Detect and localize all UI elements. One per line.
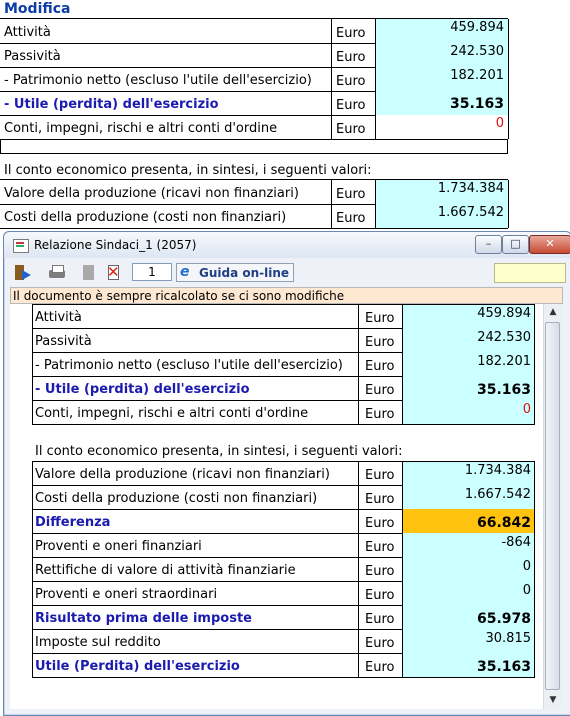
app-icon (13, 239, 29, 253)
sheet-title: Modifica (4, 1, 71, 17)
row-currency: Euro (365, 407, 395, 422)
value-field[interactable]: 1.667.542 (375, 204, 509, 228)
row-label: Valore della produzione (ricavi non finanziari) (35, 467, 330, 482)
vertical-scrollbar[interactable] (543, 304, 562, 709)
row-currency: Euro (336, 122, 366, 137)
internet-explorer-icon: e (180, 264, 190, 280)
value-field[interactable]: 459.894 (402, 304, 535, 328)
row-label: Costi della produzione (costi non finanziari) (35, 491, 318, 506)
row-label: Passività (4, 49, 61, 64)
guide-online-button[interactable] (176, 263, 294, 282)
value-field[interactable]: 182.201 (375, 67, 509, 91)
row-label: Passività (35, 334, 92, 349)
row-label: - Utile (perdita) dell'esercizio (4, 97, 219, 112)
table-row (32, 629, 535, 654)
row-label: Conti, impegni, rischi e altri conti d'ordine (35, 406, 309, 421)
table-row (32, 509, 535, 534)
bg-row-patrimonio (0, 67, 508, 92)
value-field[interactable]: 0 (375, 115, 509, 139)
row-currency: Euro (365, 311, 395, 326)
value-field[interactable]: 242.530 (375, 43, 509, 67)
toolbar (10, 260, 564, 286)
scroll-down-icon[interactable]: ▼ (549, 695, 557, 705)
value-field[interactable]: 1.734.384 (375, 180, 509, 204)
exit-icon[interactable] (14, 264, 32, 281)
table-row (32, 461, 535, 486)
bg-spacer-row (0, 139, 508, 154)
bg-row-attivita (0, 19, 508, 44)
value-field[interactable]: 182.201 (402, 352, 535, 376)
delete-page-icon[interactable] (105, 264, 123, 281)
row-currency: Euro (365, 612, 395, 627)
maximize-button[interactable]: □ (502, 235, 529, 254)
row-label: Risultato prima delle imposte (35, 611, 252, 626)
guide-button-label: Guida on-line (199, 266, 290, 280)
row-label: Attività (4, 25, 51, 40)
row-label: - Patrimonio netto (escluso l'utile dell'esercizio) (35, 358, 343, 373)
table-row (32, 304, 535, 329)
notice-text: Il documento è sempre ricalcolato se ci sono modifiche (13, 289, 345, 303)
row-label: Proventi e oneri straordinari (35, 587, 218, 602)
bg-row-utile (0, 91, 508, 116)
table-row (32, 485, 535, 510)
recalc-notice (10, 287, 563, 304)
row-currency: Euro (336, 26, 366, 41)
row-currency: Euro (336, 98, 366, 113)
row-label: - Patrimonio netto (escluso l'utile dell'esercizio) (4, 73, 312, 88)
value-field[interactable]: 35.163 (375, 91, 509, 115)
print-icon[interactable] (48, 264, 66, 281)
row-label: Proventi e oneri finanziari (35, 539, 202, 554)
row-currency: Euro (336, 187, 366, 202)
window-titlebar[interactable] (4, 232, 570, 258)
status-field[interactable] (494, 263, 566, 283)
bg-row-costi-produzione (0, 204, 508, 229)
report-window (3, 231, 570, 716)
row-currency: Euro (365, 492, 395, 507)
minimize-button[interactable]: – (475, 235, 502, 254)
background-table (0, 18, 508, 226)
row-currency: Euro (365, 383, 395, 398)
value-field[interactable]: 65.978 (402, 605, 535, 629)
scroll-thumb[interactable] (545, 322, 560, 690)
row-label: Conti, impegni, rischi e altri conti d'ordine (4, 121, 278, 136)
value-field[interactable]: -864 (402, 533, 535, 557)
value-field[interactable]: 30.815 (402, 629, 535, 653)
value-field[interactable]: 459.894 (375, 19, 509, 43)
row-label: Costi della produzione (costi non finanziari) (4, 210, 287, 225)
table-row (32, 352, 535, 377)
row-currency: Euro (365, 564, 395, 579)
row-label: Valore della produzione (ricavi non finanziari) (4, 186, 299, 201)
row-label: Attività (35, 310, 82, 325)
table-row (32, 376, 535, 401)
table-row (32, 605, 535, 630)
value-field[interactable]: 66.842 (402, 509, 535, 533)
row-currency: Euro (365, 516, 395, 531)
table-row (32, 653, 535, 678)
window-title: Relazione Sindaci_1 (2057) (34, 238, 197, 252)
row-label: Differenza (35, 515, 111, 530)
row-currency: Euro (336, 50, 366, 65)
value-field[interactable]: 1.734.384 (402, 461, 535, 485)
row-currency: Euro (365, 335, 395, 350)
value-field[interactable]: 0 (402, 400, 535, 424)
row-label: - Utile (perdita) dell'esercizio (35, 382, 250, 397)
row-currency: Euro (336, 74, 366, 89)
value-field[interactable]: 35.163 (402, 653, 535, 677)
bg-row-passivita (0, 43, 508, 68)
table-row (32, 400, 535, 425)
row-currency: Euro (365, 540, 395, 555)
value-field[interactable]: 242.530 (402, 328, 535, 352)
document-content (10, 304, 543, 709)
value-field[interactable]: 1.667.542 (402, 485, 535, 509)
row-label: Utile (Perdita) dell'esercizio (35, 659, 240, 674)
row-currency: Euro (365, 468, 395, 483)
bg-row-valore-produzione (0, 179, 508, 205)
table-row (32, 557, 535, 582)
row-currency: Euro (365, 660, 395, 675)
section-text: Il conto economico presenta, in sintesi, i seguenti valori: (35, 444, 403, 459)
row-currency: Euro (365, 359, 395, 374)
bg-section-text: Il conto economico presenta, in sintesi, i seguenti valori: (4, 163, 372, 178)
row-currency: Euro (365, 588, 395, 603)
row-currency: Euro (336, 211, 366, 226)
close-button[interactable]: ✕ (529, 235, 570, 254)
value-field[interactable]: 0 (402, 581, 535, 605)
value-field[interactable]: 35.163 (402, 376, 535, 400)
table-row (32, 581, 535, 606)
value-field[interactable]: 0 (402, 557, 535, 581)
scroll-up-icon[interactable]: ▲ (549, 307, 557, 317)
bg-row-conti (0, 115, 508, 140)
table-row (32, 328, 535, 353)
page-number-field[interactable]: 1 (132, 263, 172, 281)
document-icon[interactable] (80, 264, 98, 281)
row-currency: Euro (365, 636, 395, 651)
row-label: Rettifiche di valore di attività finanziarie (35, 563, 296, 578)
row-label: Imposte sul reddito (35, 635, 161, 650)
table-row (32, 533, 535, 558)
